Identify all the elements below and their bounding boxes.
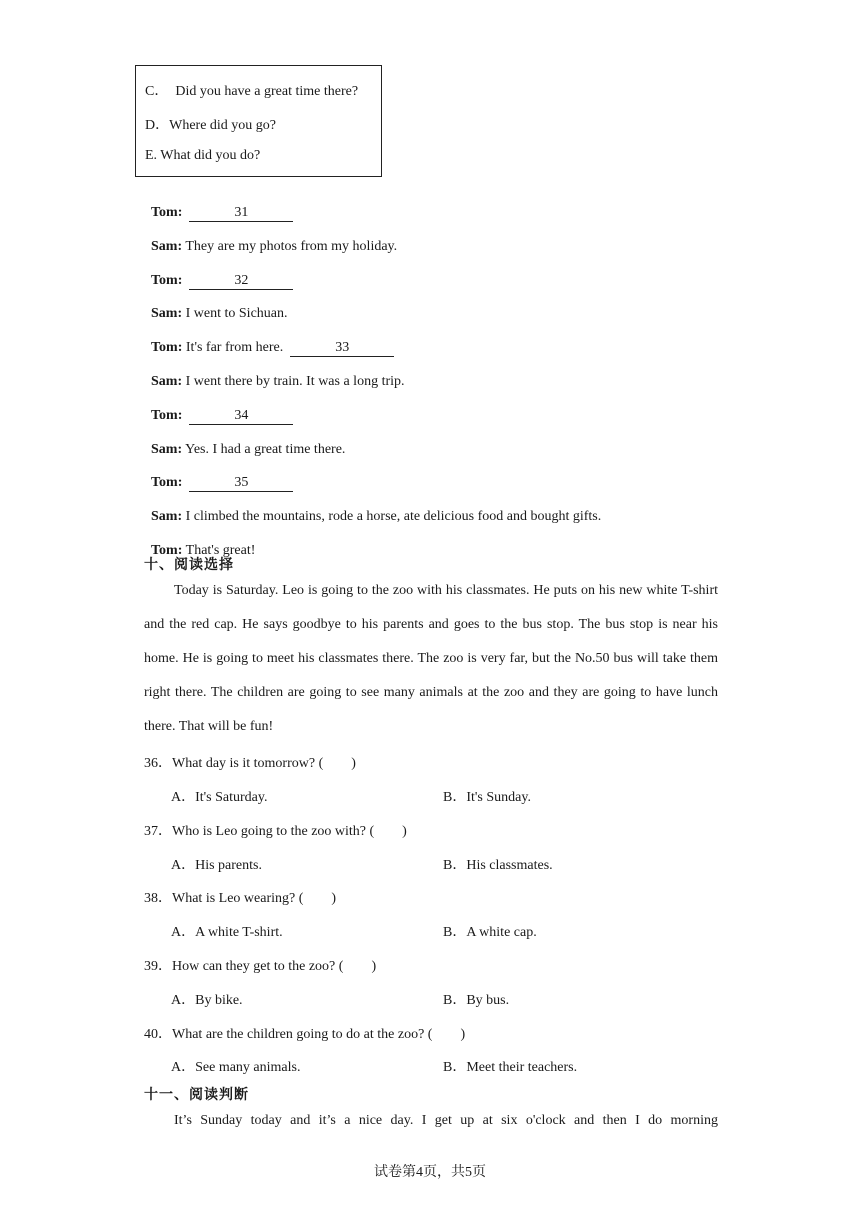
options-box: [135, 65, 382, 177]
question: 38．What is Leo wearing? ( ): [144, 891, 337, 906]
dialogue-text: It's far from here.: [185, 340, 284, 355]
section-heading: 十、阅读选择: [144, 557, 234, 573]
option-d: D．Where did you go?: [145, 118, 277, 133]
answer-blank: 34: [189, 409, 293, 425]
question: 39．How can they get to the zoo? ( ): [144, 959, 377, 974]
dialogue-text: I went to Sichuan.: [185, 306, 288, 321]
option-a: A．By bike.: [171, 993, 243, 1008]
dialogue-text: I went there by train. It was a long trip.: [185, 374, 405, 389]
question: 40．What are the children going to do at the zoo? ( ): [144, 1027, 466, 1042]
speaker: Sam:: [151, 509, 183, 524]
dialogue-line: [144, 493, 601, 525]
speaker: Tom:: [151, 543, 183, 558]
speaker: Sam:: [151, 374, 183, 389]
option-a: A．A white T-shirt.: [171, 925, 283, 940]
speaker: Tom:: [151, 408, 183, 423]
speaker: Tom:: [151, 340, 183, 355]
option-b: B．A white cap.: [443, 925, 537, 940]
option-b: B．By bus.: [443, 993, 510, 1008]
dialogue-line: [144, 392, 293, 425]
dialogue-line: [144, 358, 405, 390]
dialogue-text: That's great!: [185, 543, 256, 558]
speaker: Sam:: [151, 442, 183, 457]
answer-blank: 32: [189, 274, 293, 290]
dialogue-line: [144, 290, 288, 322]
dialogue-text: Yes. I had a great time there.: [185, 442, 346, 457]
dialogue-line: [144, 257, 293, 290]
speaker: Sam:: [151, 306, 183, 321]
dialogue-line: [144, 324, 394, 357]
option-b: B．It's Sunday.: [443, 790, 531, 805]
dialogue-line: [144, 189, 293, 222]
option-e: E. What did you do?: [145, 148, 261, 163]
dialogue-text: They are my photos from my holiday.: [185, 239, 398, 254]
speaker: Tom:: [151, 273, 183, 288]
section-heading: 十一、阅读判断: [144, 1087, 249, 1103]
question: 37．Who is Leo going to the zoo with? ( ): [144, 824, 407, 839]
answer-blank: 33: [290, 341, 394, 357]
speaker: Tom:: [151, 475, 183, 490]
dialogue-line: [144, 223, 397, 255]
speaker: Sam:: [151, 239, 183, 254]
option-c: C． Did you have a great time there?: [145, 84, 359, 99]
speaker: Tom:: [151, 205, 183, 220]
dialogue-line: [144, 459, 293, 492]
question: 36．What day is it tomorrow? ( ): [144, 756, 356, 771]
dialogue-line: [144, 426, 345, 458]
answer-blank: 35: [189, 476, 293, 492]
option-b: B．His classmates.: [443, 858, 553, 873]
reading-passage: It’s Sunday today and it’s a nice day. I get up at six o'clock and then I do morning: [174, 1113, 718, 1128]
dialogue-text: I climbed the mountains, rode a horse, ate delicious food and bought gifts.: [185, 509, 602, 524]
reading-passage: Today is Saturday. Leo is going to the zoo with his classmates. He puts on his new white T-shirt and the red cap. He says goodbye to his parents and goes to the bus stop. The bus stop is near his home. He is going to meet his classmates there. The zoo is very far, but the No.50 bus will take them right there. The children are going to see many animals at the zoo and they are going to have lunch there. That will be fun!: [144, 583, 718, 734]
option-a: A．See many animals.: [171, 1060, 301, 1075]
option-a: A．His parents.: [171, 858, 262, 873]
page-footer: 试卷第4页，共5页: [374, 1165, 486, 1180]
option-a: A．It's Saturday.: [171, 790, 268, 805]
option-b: B．Meet their teachers.: [443, 1060, 578, 1075]
answer-blank: 31: [189, 206, 293, 222]
